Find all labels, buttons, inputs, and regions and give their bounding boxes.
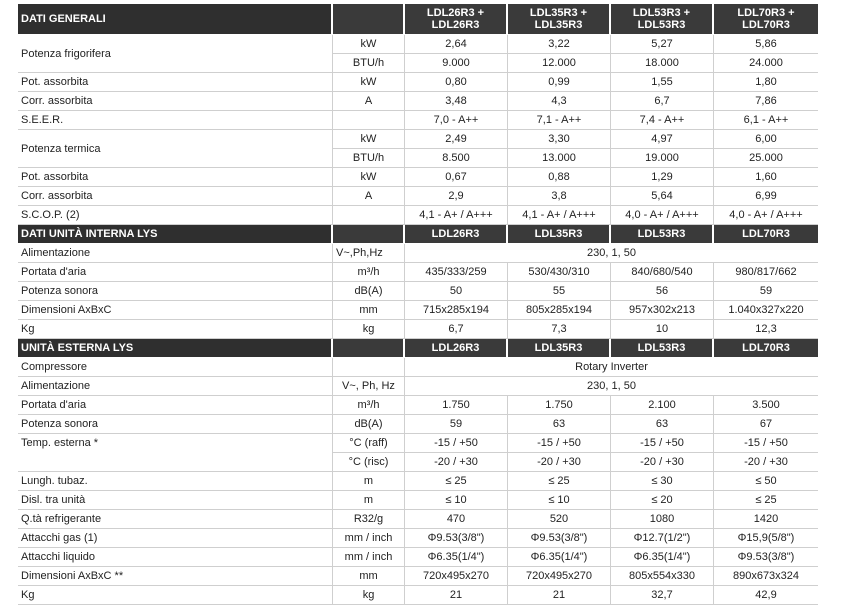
unit-cell: dB(A) (333, 282, 405, 301)
value-cell: 59 (714, 282, 818, 301)
row-label: Disl. tra unità (18, 491, 333, 510)
value-cell: Φ6.35(1/4") (405, 548, 508, 567)
value-cell: 5,86 (714, 35, 818, 54)
value-cell: 1,80 (714, 73, 818, 92)
value-cell: 470 (405, 510, 508, 529)
value-cell: ≤ 20 (611, 491, 714, 510)
unit-cell: A (333, 187, 405, 206)
row-label: Corr. assorbita (18, 92, 333, 111)
table-row (18, 434, 818, 453)
table-row (18, 35, 818, 54)
table-row (18, 586, 818, 605)
row-label: Kg (18, 586, 333, 605)
value-cell: ≤ 25 (405, 472, 508, 491)
section-title: DATI GENERALI (18, 4, 333, 35)
row-label: Attacchi gas (1) (18, 529, 333, 548)
value-cell: 840/680/540 (611, 263, 714, 282)
model-header: LDL26R3 (405, 339, 508, 358)
table-row (18, 263, 818, 282)
model-header: LDL35R3 (508, 339, 611, 358)
value-cell: 19.000 (611, 149, 714, 168)
unit-cell: m³/h (333, 263, 405, 282)
value-cell: 0,67 (405, 168, 508, 187)
table-row (18, 491, 818, 510)
model-name-line: LDL70R3 + (737, 7, 795, 19)
table-row (18, 548, 818, 567)
row-label: Dimensioni AxBxC (18, 301, 333, 320)
row-label: S.C.O.P. (2) (18, 206, 333, 225)
value-cell: Φ9.53(3/8") (508, 529, 611, 548)
row-label: Compressore (18, 358, 333, 377)
value-cell: 1,60 (714, 168, 818, 187)
value-cell: 4,0 - A+ / A+++ (611, 206, 714, 225)
value-cell: 980/817/662 (714, 263, 818, 282)
unit-cell: mm (333, 301, 405, 320)
value-cell: 1.750 (508, 396, 611, 415)
table-row (18, 282, 818, 301)
value-cell: -20 / +30 (714, 453, 818, 472)
model-header (405, 4, 508, 35)
unit-cell: m³/h (333, 396, 405, 415)
unit-cell: °C (risc) (333, 453, 405, 472)
model-name-line: LDL26R3 + (426, 7, 485, 19)
table-row (18, 244, 818, 263)
value-cell: 21 (508, 586, 611, 605)
value-cell: 1420 (714, 510, 818, 529)
model-header (508, 4, 611, 35)
value-cell: 56 (611, 282, 714, 301)
value-cell: 7,1 - A++ (508, 111, 611, 130)
value-cell: 7,3 (508, 320, 611, 339)
value-cell: 13.000 (508, 149, 611, 168)
model-name-line: LDL53R3 + (632, 7, 691, 19)
value-cell: 6,00 (714, 130, 818, 149)
model-header: LDL53R3 (611, 339, 714, 358)
section-title: DATI UNITÀ INTERNA LYS (18, 225, 333, 244)
unit-cell: kW (333, 168, 405, 187)
value-cell: Φ6.35(1/4") (611, 548, 714, 567)
value-cell: 7,0 - A++ (405, 111, 508, 130)
model-header: LDL35R3 (508, 225, 611, 244)
unit-cell: kW (333, 130, 405, 149)
unit-cell: BTU/h (333, 149, 405, 168)
row-label: S.E.E.R. (18, 111, 333, 130)
unit-cell: kg (333, 320, 405, 339)
model-header: LDL70R3 (714, 339, 818, 358)
value-cell: 67 (714, 415, 818, 434)
table-row (18, 472, 818, 491)
value-cell: 230, 1, 50 (405, 377, 818, 396)
row-label: Potenza sonora (18, 282, 333, 301)
table-row (18, 358, 818, 377)
value-cell: 4,1 - A+ / A+++ (405, 206, 508, 225)
model-name-line: LDL26R3 (431, 19, 480, 31)
value-cell: 2,49 (405, 130, 508, 149)
model-name-line: LDL70R3 (742, 19, 790, 31)
spec-table (18, 4, 818, 605)
row-label: Potenza sonora (18, 415, 333, 434)
row-label: Portata d'aria (18, 396, 333, 415)
value-cell: 2,9 (405, 187, 508, 206)
value-cell: 4,1 - A+ / A+++ (508, 206, 611, 225)
model-header: LDL70R3 (714, 225, 818, 244)
value-cell: -20 / +30 (611, 453, 714, 472)
value-cell: 6,7 (611, 92, 714, 111)
value-cell: Φ15,9(5/8") (714, 529, 818, 548)
unit-cell: °C (raff) (333, 434, 405, 453)
value-cell: 2.100 (611, 396, 714, 415)
row-label: Potenza termica (18, 130, 333, 168)
section-header-row (18, 339, 818, 358)
unit-cell: mm / inch (333, 548, 405, 567)
value-cell: 18.000 (611, 54, 714, 73)
section-title: UNITÀ ESTERNA LYS (18, 339, 333, 358)
table-row (18, 320, 818, 339)
table-row (18, 567, 818, 586)
table-row (18, 396, 818, 415)
value-cell: 1,55 (611, 73, 714, 92)
value-cell: 805x285x194 (508, 301, 611, 320)
value-cell: 720x495x270 (405, 567, 508, 586)
value-cell: 0,88 (508, 168, 611, 187)
value-cell: ≤ 30 (611, 472, 714, 491)
unit-cell (333, 206, 405, 225)
value-cell: 5,64 (611, 187, 714, 206)
row-label: Corr. assorbita (18, 187, 333, 206)
unit-cell: m (333, 472, 405, 491)
value-cell: 25.000 (714, 149, 818, 168)
value-cell: Φ12.7(1/2") (611, 529, 714, 548)
value-cell: 24.000 (714, 54, 818, 73)
value-cell: 8.500 (405, 149, 508, 168)
unit-header (333, 225, 405, 244)
unit-cell: A (333, 92, 405, 111)
row-label: Pot. assorbita (18, 73, 333, 92)
value-cell: 12.000 (508, 54, 611, 73)
value-cell: ≤ 25 (714, 491, 818, 510)
row-label: Portata d'aria (18, 263, 333, 282)
model-name-line: LDL35R3 (534, 19, 583, 31)
value-cell: 0,80 (405, 73, 508, 92)
value-cell: 12,3 (714, 320, 818, 339)
value-cell: 957x302x213 (611, 301, 714, 320)
section-header-row (18, 225, 818, 244)
row-label: Pot. assorbita (18, 168, 333, 187)
table-row (18, 529, 818, 548)
value-cell: 890x673x324 (714, 567, 818, 586)
value-cell: Φ9.53(3/8") (405, 529, 508, 548)
row-label: Q.tà refrigerante (18, 510, 333, 529)
table-row (18, 206, 818, 225)
value-cell: ≤ 10 (508, 491, 611, 510)
row-label: Dimensioni AxBxC ** (18, 567, 333, 586)
row-label: Attacchi liquido (18, 548, 333, 567)
value-cell: 2,64 (405, 35, 508, 54)
value-cell: 4,3 (508, 92, 611, 111)
unit-cell: R32/g (333, 510, 405, 529)
value-cell: 3.500 (714, 396, 818, 415)
unit-header (333, 339, 405, 358)
value-cell: -15 / +50 (508, 434, 611, 453)
value-cell: 63 (508, 415, 611, 434)
value-cell: 7,4 - A++ (611, 111, 714, 130)
value-cell: 32,7 (611, 586, 714, 605)
value-cell: -15 / +50 (611, 434, 714, 453)
unit-cell (333, 358, 405, 377)
value-cell: 6,99 (714, 187, 818, 206)
table-row (18, 130, 818, 149)
value-cell: Φ6.35(1/4") (508, 548, 611, 567)
table-row (18, 377, 818, 396)
value-cell: ≤ 25 (508, 472, 611, 491)
value-cell: 50 (405, 282, 508, 301)
row-label: Temp. esterna * (18, 434, 333, 472)
value-cell: 3,22 (508, 35, 611, 54)
value-cell: 4,97 (611, 130, 714, 149)
model-header (714, 4, 818, 35)
unit-cell: V~,Ph,Hz (333, 244, 405, 263)
table-row (18, 415, 818, 434)
value-cell: 55 (508, 282, 611, 301)
section-header-row (18, 4, 818, 35)
unit-cell: kW (333, 73, 405, 92)
value-cell: -15 / +50 (405, 434, 508, 453)
value-cell: 3,30 (508, 130, 611, 149)
value-cell: 10 (611, 320, 714, 339)
row-label: Alimentazione (18, 244, 333, 263)
value-cell: -20 / +30 (508, 453, 611, 472)
unit-cell: dB(A) (333, 415, 405, 434)
unit-cell: BTU/h (333, 54, 405, 73)
table-row (18, 73, 818, 92)
unit-cell: mm (333, 567, 405, 586)
table-row (18, 510, 818, 529)
value-cell: 1,29 (611, 168, 714, 187)
value-cell: 715x285x194 (405, 301, 508, 320)
value-cell: 59 (405, 415, 508, 434)
value-cell: 230, 1, 50 (405, 244, 818, 263)
value-cell: 3,48 (405, 92, 508, 111)
table-row (18, 168, 818, 187)
value-cell: 520 (508, 510, 611, 529)
value-cell: -15 / +50 (714, 434, 818, 453)
value-cell: 3,8 (508, 187, 611, 206)
value-cell: 0,99 (508, 73, 611, 92)
unit-cell: kW (333, 35, 405, 54)
table-row (18, 187, 818, 206)
model-name-line: LDL35R3 + (529, 7, 588, 19)
value-cell: 6,1 - A++ (714, 111, 818, 130)
row-label: Kg (18, 320, 333, 339)
unit-cell: m (333, 491, 405, 510)
unit-cell: kg (333, 586, 405, 605)
row-label: Potenza frigorifera (18, 35, 333, 73)
model-header (611, 4, 714, 35)
value-cell: 4,0 - A+ / A+++ (714, 206, 818, 225)
row-label: Alimentazione (18, 377, 333, 396)
unit-cell: mm / inch (333, 529, 405, 548)
value-cell: ≤ 50 (714, 472, 818, 491)
value-cell: Φ9.53(3/8") (714, 548, 818, 567)
value-cell: 5,27 (611, 35, 714, 54)
table-row (18, 111, 818, 130)
value-cell: 805x554x330 (611, 567, 714, 586)
value-cell: ≤ 10 (405, 491, 508, 510)
unit-header (333, 4, 405, 35)
value-cell: 21 (405, 586, 508, 605)
value-cell: Rotary Inverter (405, 358, 818, 377)
table-row (18, 301, 818, 320)
value-cell: 42,9 (714, 586, 818, 605)
value-cell: 1.750 (405, 396, 508, 415)
model-name-line: LDL53R3 (637, 19, 686, 31)
value-cell: 6,7 (405, 320, 508, 339)
table-row (18, 92, 818, 111)
model-header: LDL53R3 (611, 225, 714, 244)
row-label: Lungh. tubaz. (18, 472, 333, 491)
value-cell: 9.000 (405, 54, 508, 73)
value-cell: 530/430/310 (508, 263, 611, 282)
value-cell: 435/333/259 (405, 263, 508, 282)
value-cell: 1.040x327x220 (714, 301, 818, 320)
value-cell: 7,86 (714, 92, 818, 111)
model-header: LDL26R3 (405, 225, 508, 244)
value-cell: 720x495x270 (508, 567, 611, 586)
value-cell: 63 (611, 415, 714, 434)
value-cell: -20 / +30 (405, 453, 508, 472)
unit-cell: V~, Ph, Hz (333, 377, 405, 396)
value-cell: 1080 (611, 510, 714, 529)
unit-cell (333, 111, 405, 130)
